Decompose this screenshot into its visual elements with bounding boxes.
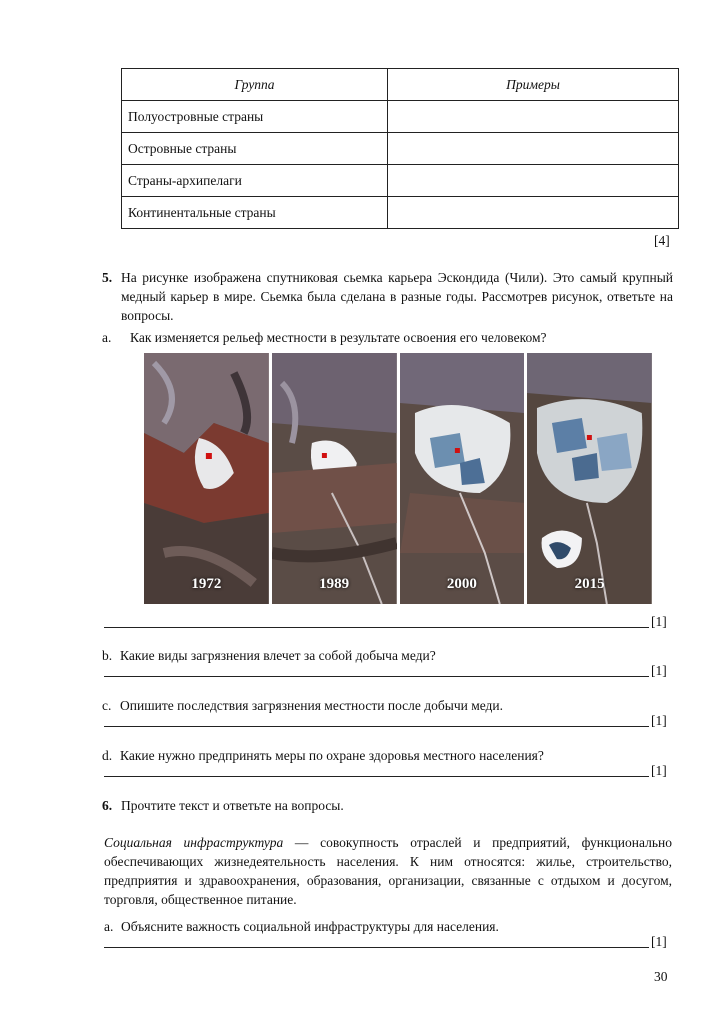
satellite-image-1972: [144, 353, 269, 604]
q5b-text: Какие виды загрязнения влечет за собой добыча меди?: [120, 648, 436, 663]
q6a-score: [1]: [651, 934, 667, 949]
q6a-label: a.: [104, 919, 114, 934]
q5d-text: Какие нужно предпринять меры по охране здоровья местного населения?: [120, 748, 544, 763]
table-cell-group: Континентальные страны: [122, 197, 388, 229]
answer-line-a[interactable]: [104, 627, 649, 628]
q5-number: 5.: [102, 270, 113, 285]
q6a-text: Объясните важность социальной инфраструктуры для населения.: [121, 919, 499, 934]
q6-text: Прочтите текст и ответьте на вопросы.: [121, 798, 344, 813]
q5c-text: Опишите последствия загрязнения местности после добычи меди.: [120, 698, 504, 713]
q5a-score: [1]: [651, 614, 667, 629]
table-cell-examples[interactable]: [388, 133, 679, 165]
table-cell-examples[interactable]: [388, 197, 679, 229]
table-row: [122, 133, 679, 165]
answer-line-c[interactable]: [104, 726, 649, 727]
q5a-text: Как изменяется рельеф местности в результате освоения его человеком?: [130, 330, 547, 345]
table-cell-group: Страны-архипелаги: [122, 165, 388, 197]
satellite-images: [144, 353, 652, 604]
q6-number: 6.: [102, 798, 113, 813]
year-label: 2000: [446, 576, 477, 592]
q6-definition-paragraph: [104, 833, 672, 909]
table-cell-examples[interactable]: [388, 165, 679, 197]
table-header-examples: Примеры: [388, 69, 679, 101]
groups-table: [121, 68, 679, 229]
satellite-image-1989: [272, 353, 397, 604]
answer-line-d[interactable]: [104, 776, 649, 777]
table-row: [122, 101, 679, 133]
q5-text: На рисунке изображена спутниковая сьемка карьера Эскондида (Чили). Это самый крупный медный карьер в мире. Сьемка была сделана в разные годы. Рассмотрев рисунок, ответьте на вопросы.: [121, 270, 673, 323]
q5c-score: [1]: [651, 713, 667, 728]
year-label: 1989: [319, 576, 350, 592]
answer-line-b[interactable]: [104, 676, 649, 677]
page-number: 30: [654, 969, 668, 984]
q5b-score: [1]: [651, 663, 667, 678]
satellite-image-2000: [400, 353, 525, 604]
answer-line-q6a[interactable]: [104, 947, 649, 948]
q5d-label: d.: [102, 748, 113, 763]
q6-definition: — совокупность отраслей и предприятий, функционально обеспечивающих жизнедеятельность населения. К ним относятся: жилье, строительство, предприятия и здравоохранения, образования, организации, связанные с отдыхом и досугом, торговля, общественное питание.: [104, 835, 672, 907]
q5a-label: a.: [102, 330, 112, 345]
table-cell-group: Полуостровные страны: [122, 101, 388, 133]
table-row: [122, 165, 679, 197]
table-header-group: Группа: [122, 69, 388, 101]
q6-term: Социальная инфраструктура: [104, 835, 284, 850]
q5d-score: [1]: [651, 763, 667, 778]
q5b-label: b.: [102, 648, 113, 663]
table-score: [4]: [654, 233, 670, 248]
table-cell-group: Островные страны: [122, 133, 388, 165]
year-label: 1972: [191, 576, 222, 592]
table-cell-examples[interactable]: [388, 101, 679, 133]
year-label: 2015: [574, 576, 605, 592]
satellite-image-2015: [527, 353, 652, 604]
q5c-label: c.: [102, 698, 112, 713]
table-row: [122, 197, 679, 229]
